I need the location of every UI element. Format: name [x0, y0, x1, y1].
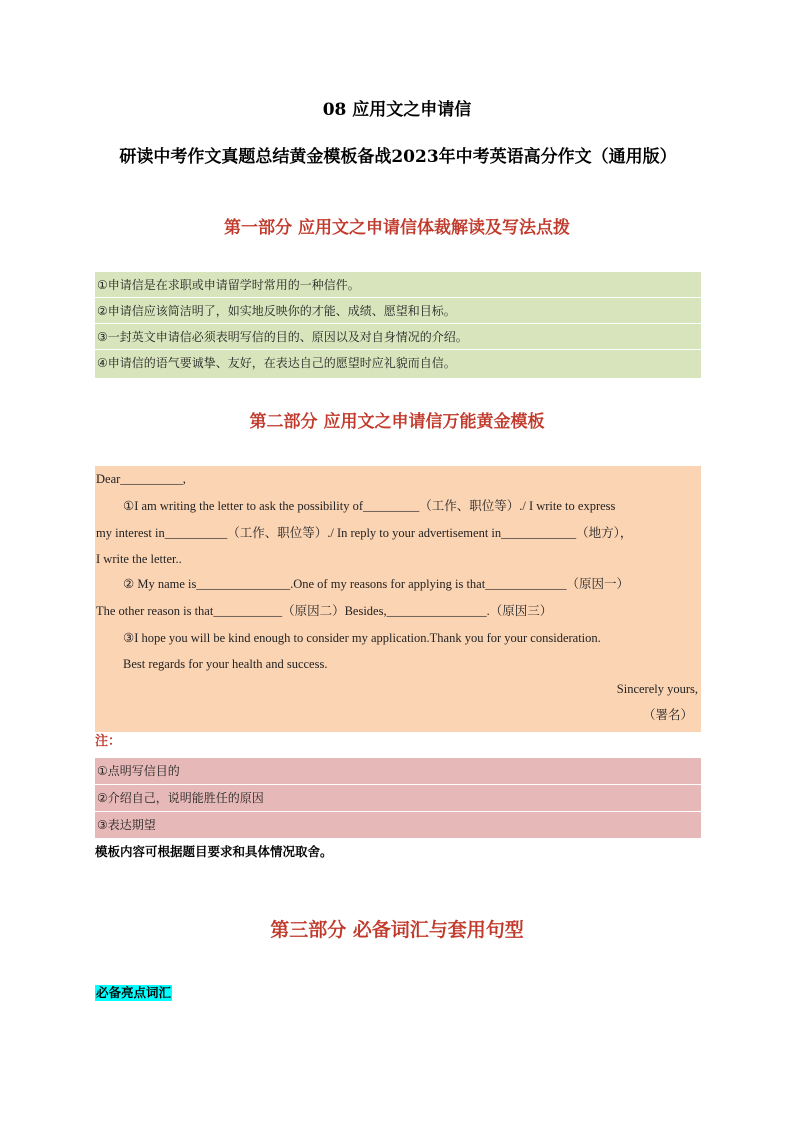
template-line: I write the letter..: [96, 552, 182, 566]
template-line: ③I hope you will be kind enough to consider my application.Thank you for your consideration.: [123, 631, 601, 645]
template-line: my interest in__________（工作、职位等）./ In reply to your advertisement in____________（地方），: [96, 526, 633, 540]
note-item: ③表达期望: [95, 812, 701, 839]
note-label: 注：: [95, 734, 122, 749]
section1-point: ③一封英文申请信必须表明写信的目的、原因以及对自身情况的介绍。: [95, 324, 701, 350]
template-tip: 模板内容可根据题目要求和具体情况取舍。: [95, 844, 333, 859]
section1-point: ①申请信是在求职或申请留学时常用的一种信件。: [95, 272, 701, 298]
vocab-label: 必备亮点词汇: [96, 985, 172, 1000]
section1-point: ②申请信应该简洁明了，如实地反映你的才能、成绩、愿望和目标。: [95, 298, 701, 324]
template-signature: （署名）: [642, 708, 693, 722]
note-item: ①点明写信目的: [95, 758, 701, 785]
section1-point: ④申请信的语气要诚挚、友好，在表达自己的愿望时应礼貌而自信。: [95, 350, 701, 379]
notes-box: [95, 758, 701, 839]
section1-heading: 第一部分 应用文之申请信体裁解读及写法点拨: [224, 218, 570, 238]
section2-heading: 第二部分 应用文之申请信万能黄金模板: [249, 412, 545, 432]
document-subtitle: 研读中考作文真题总结黄金模板备战2023年中考英语高分作文（通用版）: [119, 147, 677, 167]
note-item: ②介绍自己，说明能胜任的原因: [95, 785, 701, 812]
letter-template-box: [95, 466, 701, 732]
template-line: Best regards for your health and success.: [123, 657, 328, 671]
section1-points-box: [95, 272, 701, 379]
section3-heading: 第三部分 必备词汇与套用句型: [270, 919, 524, 941]
template-closing: Sincerely yours,: [616, 682, 698, 696]
template-line: ② My name is_______________.One of my reasons for applying is that_____________（原因一）: [123, 577, 629, 591]
template-line: The other reason is that___________（原因二）Besides,________________.（原因三）: [96, 604, 553, 618]
document-title: 08 应用文之申请信: [322, 100, 472, 120]
template-line: ①I am writing the letter to ask the possibility of_________（工作、职位等）./ I write to express: [123, 499, 616, 513]
template-greeting: Dear__________,: [96, 472, 186, 486]
